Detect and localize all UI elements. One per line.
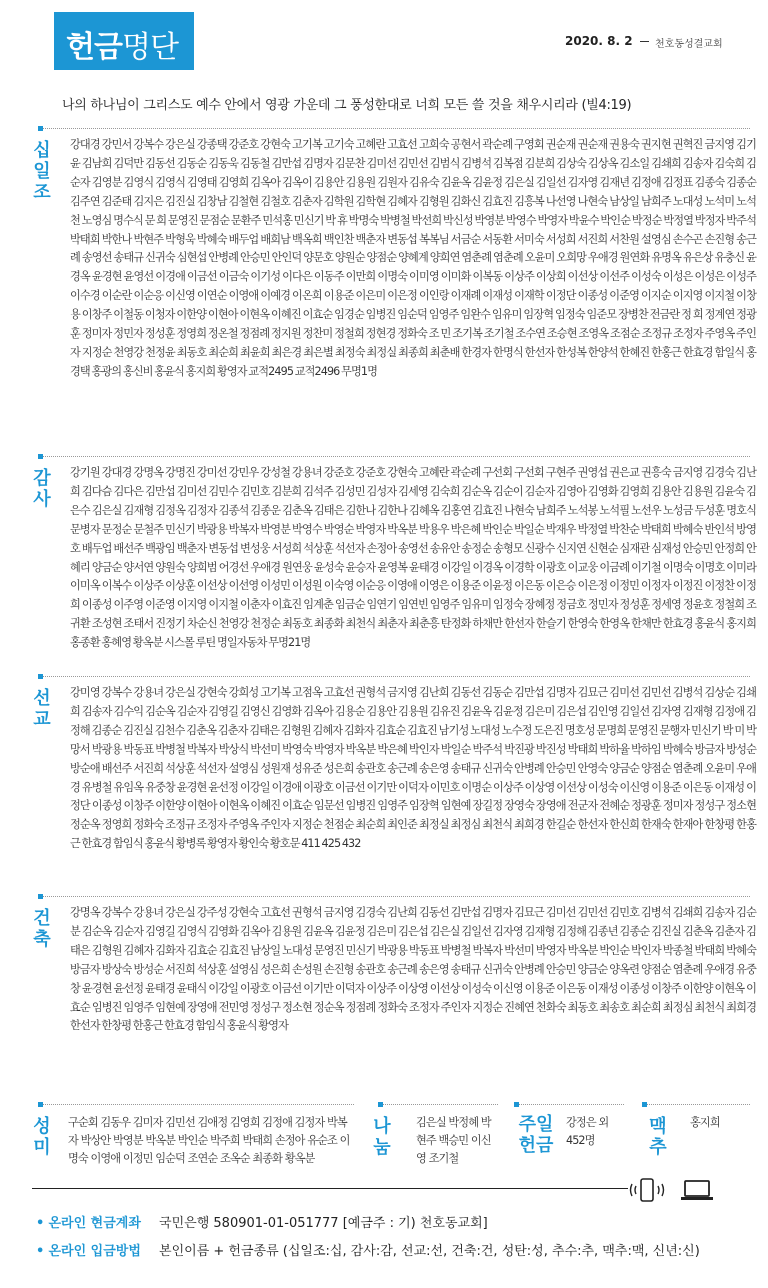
marker-seasonal (642, 1102, 647, 1107)
holiness-label-text: 성미 (33, 1116, 51, 1158)
divider-weekly (514, 1104, 624, 1105)
section-marker (38, 894, 43, 899)
sharing-names: 김은실 박정혜 박현주 백승민 이신영 조기철 (416, 1116, 491, 1165)
church-name: 천호동성결교회 (655, 39, 723, 50)
tithe-names: 강대경 강민서 강복수 강은실 강종택 강준호 강현숙 고기복 고기숙 고혜란 고효선 고희숙 공현서 곽순례 구영회 권순재 권순재 권용숙 권지현 권혁진 금지영 김기윤 김남희 김덕만 김동선 김동순 김동욱 김동철 김만섭 김명자 김문찬 김미선 김민선 김범식 김병석 김복점 김분희 김상숙 김상옥 김소일 김쇄희 김송자 김숙희 김순자 김영분 김영식 김영식 김영태 김영희 김옥아 김옥이 김용안 김용원 김원자 김유숙 김윤옥 김윤정 김은실 김일선 김자영 김재년 김정애 김정표 김종숙 김종순 김주연 김준태 김지은 김진실 김창남 김철현 김철호 김춘자 김학원 김학현 김혜자 김형원 김화신 김효진 김흥복 나선영 나현숙 남상일 남희주 노대성 노석미 노석천 노영심 명수식 문 희 문영진 문점순 문환주 민석홍 민신기 박 휴 박명숙 박병철 박선희 박신성 박영분 박영수 박영자 박윤수 박인순 박정순 박정열 박정자 박주석 박태희 박한나 박현주 박형욱 박혜숙 배두업 배희남 백옥희 백인찬 백춘자 변동섭 복복님 서금순 서동환 서미숙 서성희 서진희 서찬원 설영심 손수곤 손진형 송근례 송영선 송태규 신귀숙 심현섭 안병례 안승민 안인덕 양문호 양원순 양점순 양혜계 양희연 염춘례 염춘례 오윤미 오희망 우애경 원연화 유명옥 유은상 유충신 윤경옥 윤경현 윤영선 이경애 이금선 이금숙 이기성 이다은 이동주 이만희 이명숙 이미영 이미화 이복동 이상주 이상희 이선상 이선주 이성숙 이성은 이성은 이성주 이수경 이순란 이순응 이신영 이연순 이영애 이예경 이온희 이용준 이은미 이은정 이인랑 이재례 이재성 이재학 이정단 이종성 이준영 이지순 이지영 이지철 이창용 이창주 이철동 이청자 이한양 이현아 이현옥 이혜진 이효순 임경순 임병진 임순덕 임영주 임완수 임유미 임장혁 임정숙 임준모 장병찬 전금란 정 희 정계연 정광훈 정미자 정민자 정성훈 정영희 정온철 정점례 정지원 정찬미 정철희 정현경 정화숙 조 민 조기복 조기철 조수연 조승현 조영옥 조점순 조정규 조정자 주영옥 주인자 지정순 천영강 천정윤 최동호 최순희 최윤희 최은경 최은별 최정숙 최정실 최종희 최춘배 한경자 한명식 한선자 한성복 한양석 한혜진 한홍근 한효경 함일식 홍경택 홍광의 홍신비 홍윤식 홍지희 황영자 교적2495 교적2496 무명1명 (70, 138, 756, 378)
online-account-value: 국민은행 580901-01-051777 [예금주 : 기) 천호동교회] (159, 1216, 488, 1231)
footer-icons (628, 1178, 716, 1206)
holiness-names: 구순회 김동우 김미자 김민선 김애정 김영희 김정애 김정자 박복자 박상안 박영분 박옥분 박인순 박주희 박태희 손정아 유순조 이명숙 이영애 이정민 임순덕 조연순 조옥순 최종화 황옥분 (68, 1116, 350, 1165)
divider-seasonal (642, 1104, 750, 1105)
divider-holiness (38, 1104, 354, 1105)
online-account-label: 온라인 현금계좌 (48, 1216, 141, 1231)
section-label-tithe (30, 140, 54, 203)
phone-icon (628, 1178, 668, 1202)
laptop-icon (680, 1178, 716, 1202)
section-divider (38, 676, 750, 677)
building-names: 강명옥 강복수 강용녀 강은실 강주성 강현숙 고효선 권형석 금지영 김경숙 김난희 김동선 김만섭 김명자 김묘근 김미선 김민선 김민호 김병석 김쇄희 김송자 김순분 김순옥 김순자 김영길 김영식 김영화 김옥아 김용원 김윤옥 김윤정 김은미 김은섭 김은실 김일선 김자영 김재형 김정해 김종년 김종순 김진실 김춘옥 김춘자 김태은 김형원 김혜자 김화자 김효순 김효진 남상일 노대성 문영진 민신기 박광용 박동표 박병철 박복자 박선미 박영자 박옥분 박인순 박인자 박종철 박태희 박혜숙 방금자 방상숙 방성순 서진희 석상훈 설영심 성은희 손성원 손진형 송관호 송근례 송은영 송태규 신귀숙 안병례 안승민 양금순 양옥련 양점순 염춘례 우애경 유중창 윤경현 윤선정 윤태경 윤태식 이강일 이광호 이금선 이기만 이덕자 이상주 이상영 이선상 이성숙 이신영 이용준 이은동 이재성 이종성 이창주 이한양 이현옥 이효순 임병진 임영주 임현예 장영애 전민영 정성구 정소현 정순옥 정점례 정화숙 조정자 주인자 지정순 진혜연 천화숙 최동호 최송호 최순희 최정심 최천식 최희경 한선자 한창평 한홍근 한효경 함임식 홍윤식 황영자 (70, 906, 756, 1033)
mission-label-text: 선교 (33, 688, 51, 730)
page-title (66, 22, 178, 66)
date-divider (640, 41, 649, 42)
page-title-bold: 헌금 (66, 30, 122, 65)
section-label-sharing (370, 1116, 394, 1158)
section-label-holiness (30, 1116, 54, 1158)
section-marker (38, 126, 43, 131)
section-label-building (30, 908, 54, 950)
mission-names: 강미영 강복수 강용녀 강은실 강현숙 강희성 고기복 고점옥 고효선 권형석 금지영 김난희 김동선 김동순 김만섭 김명자 김묘근 김미선 김민선 김병석 김상순 김쇄희 김송자 김수익 김순옥 김순자 김영길 김영신 김영화 김옥아 김용순 김용안 김용원 김유진 김윤옥 김윤정 김은미 김은섭 김인영 김일선 김자영 김재형 김정애 김정해 김종순 김진실 김천수 김춘옥 김춘자 김태은 김형원 김혜자 김화자 김효순 김효진 남기성 노대성 노수정 도은진 명호성 문명희 문영진 문행자 민신기 박 미 박망서 박광용 박동표 박병철 박복자 박상식 박선미 박영숙 박영자 박옥분 박은혜 박인자 박일순 박주석 박진광 박진성 박태희 박하율 박하임 박혜숙 방금자 방성순 방순애 배선주 서진희 석상훈 석선자 설영심 성원재 성유준 성은희 송관호 송근례 송은영 송태규 신귀숙 안병례 안승민 안영숙 양금순 양점순 염춘례 오윤미 우애경 유병철 유임옥 유중창 윤경현 윤선정 이강일 이경애 이광호 이금선 이기만 이덕자 이민호 이명순 이상주 이상영 이선상 이성숙 이신영 이용준 이은동 이재성 이정단 이종성 이창주 이한양 이현아 이현옥 이혜진 이효순 임문선 임병진 임영주 임장혁 임현예 장길정 장영숙 장영애 전군자 전혜순 정광훈 정미자 정성구 정소현 정순옥 정영희 정화숙 조정규 조정자 주영옥 주인자 지정순 천점순 최순희 최인준 최정실 최정심 최천식 최희경 한길순 한선자 한신희 한재숙 한재아 한창평 한홍근 한효경 함임식 홍윤식 황병록 황영자 황인숙 황호문 411 425 432 (70, 686, 756, 851)
sharing-label-text: 나눔 (373, 1116, 391, 1158)
seasonal-names: 홍지희 (690, 1116, 720, 1129)
section-label-seasonal (646, 1116, 670, 1158)
section-divider (38, 896, 750, 897)
section-marker (38, 674, 43, 679)
weekly-names: 강정은 외 452명 (566, 1116, 609, 1147)
marker-sharing (378, 1102, 383, 1107)
scripture-verse: 나의 하나님이 그리스도 예수 안에서 영광 가운데 그 풍성한대로 너희 모든 쓸 것을 채우시리라 (빌4:19) (62, 98, 632, 113)
thanks-label-text: 감사 (33, 468, 51, 510)
section-label-thanks (30, 468, 54, 510)
marker-weekly (514, 1102, 519, 1107)
page-title-rest: 명단 (121, 30, 178, 65)
thanks-names: 강기원 강대경 강명옥 강명진 강미선 강민우 강성철 강용녀 강준호 강준호 강현숙 고혜란 곽순례 구선회 구선회 구현주 권영섭 권은교 권흥숙 금지영 김경숙 김난희 김다슴 김다은 김만섭 김미선 김민수 김민호 김분희 김석주 김성민 김성자 김세영 김숙희 김순옥 김순이 김순자 김영아 김영화 김영희 김용안 김용원 김윤숙 김은수 김은실 김재형 김정옥 김정자 김종석 김종운 김춘옥 김태은 김한나 김한나 김혜옥 김홍연 김효진 나현숙 남희주 노석봉 노석필 노선우 노성금 두성훈 명호식 문병자 문정순 문철주 민신기 박광용 박복자 박영분 박영수 박영순 박영자 박옥분 박용우 박은혜 박인순 박일순 박재우 박정열 박찬순 박태희 박혜숙 반인석 방영호 배두업 배선주 백광임 백춘자 변동섭 변성웅 서성희 석상훈 석선자 손정아 송영선 송유안 송정순 송형모 신광수 신지연 신현순 심재관 심재성 안승민 안정희 안혜리 양금순 양서연 양원숙 양희범 어경선 우애경 원연웅 윤성숙 윤승자 윤영복 윤태경 이강일 이경옥 이경학 이광호 이교웅 이금례 이기철 이명숙 이명호 이미라 이미옥 이복수 이상주 이상훈 이선상 이선영 이성민 이성원 이숙영 이순응 이영애 이영은 이용준 이윤정 이은동 이은승 이은정 이정민 이정자 이정진 이정찬 이정희 이종성 이주영 이준영 이지영 이지철 이춘자 이효진 임계춘 임금순 임연기 임연빈 임영주 임유미 임정숙 장혜정 정금호 정민자 정성훈 정세영 정윤호 정철희 조귀환 조성현 조태서 진정기 차순신 천영강 천정순 최동호 최종화 최천식 최춘자 최춘흥 탄정화 하채만 한선자 한슬기 한영숙 한영옥 한채만 한효경 홍윤식 홍지희 홍종환 홍혜영 황옥분 시스몰 루틴 명일자동차 무명21명 (70, 466, 756, 650)
divider-sharing (378, 1104, 498, 1105)
online-method-label: 온라인 입금방법 (48, 1244, 141, 1259)
footer-divider (32, 1188, 628, 1189)
marker-holiness (38, 1102, 43, 1107)
tithe-label-text: 십일조 (33, 140, 51, 203)
section-marker (38, 454, 43, 459)
section-label-weekly (516, 1114, 556, 1156)
bullet-dot: • (36, 1244, 45, 1259)
section-divider (38, 456, 750, 457)
bullet-dot: • (36, 1216, 45, 1231)
weekly-label-text: 주일헌금 (518, 1114, 554, 1156)
online-method-row (36, 1240, 700, 1259)
section-label-mission (30, 688, 54, 730)
online-method-value: 본인이름 + 헌금종류 (십일조:십, 감사:감, 선교:선, 건축:건, 성탄:성, 추수:추, 맥추:맥, 신년:신) (159, 1244, 700, 1259)
section-divider (38, 128, 750, 129)
online-account-row (36, 1212, 488, 1231)
building-label-text: 건축 (33, 908, 51, 950)
bulletin-date: 2020. 8. 2 (565, 34, 633, 48)
seasonal-label-text: 맥추 (649, 1116, 667, 1158)
